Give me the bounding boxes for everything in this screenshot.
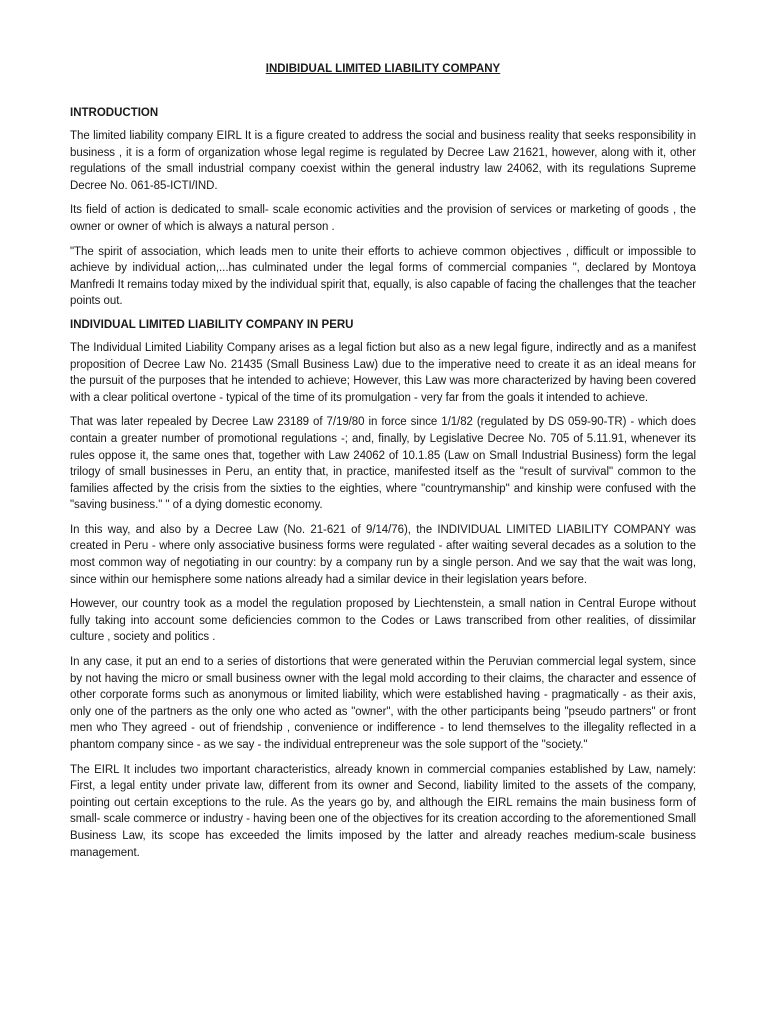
paragraph: In this way, and also by a Decree Law (No. 21-621 of 9/14/76), the INDIVIDUAL LIMITED LIABILITY COMPANY was created in Peru - where only associative business forms were regulated - after waiting several decades as a solution to the most common way of negotiating in our country: by a company run by a single person. And we say that the wait was long, since within our hemisphere some nations already had a similar device in their legislation years before.	[70, 523, 696, 586]
paragraph: Its field of action is dedicated to small- scale economic activities and the provision of services or marketing of goods , the owner or owner of which is always a natural person .	[70, 204, 696, 233]
paragraph: The Individual Limited Liability Company arises as a legal fiction but also as a new legal figure, indirectly and as a manifest proposition of Decree Law No. 21435 (Small Business Law) due to the imperative need to create it as an ideal means for the pursuit of the purposes that he intended to achieve; However, this Law was more characterized by having been covered with a clear political overtone - typical of the time of its promulgation - very far from the goals it intended to achieve.	[70, 341, 696, 404]
paragraph: The limited liability company EIRL It is a figure created to address the social and business reality that seeks responsibility in business , it is a form of organization whose legal regime is regulated by Decree Law 21621, however, along with it, other regulations of the small industrial company coexist within the general industry law 24062, with its regulations Supreme Decree No. 061-85-ICTI/IND.	[70, 130, 696, 192]
section-heading-peru: INDIVIDUAL LIMITED LIABILITY COMPANY IN PERU	[70, 318, 354, 331]
paragraph: The EIRL It includes two important characteristics, already known in commercial companies established by Law, namely: First, a legal entity under private law, different from its owner and Second, liability limited to the assets of the company, pointing out certain exceptions to the rule. As the years go by, and although the EIRL remains the main business form of small- scale commerce or industry - having been one of the objectives for its creation according to the aforementioned Small Business Law, its scope has exceeded the limits imposed by the latter and already reaches medium-scale business management.	[70, 763, 696, 859]
document-page	[70, 62, 696, 869]
document-title: INDIBIDUAL LIMITED LIABILITY COMPANY	[265, 63, 501, 75]
section-heading-introduction: INTRODUCTION	[70, 107, 159, 119]
paragraph: In any case, it put an end to a series of distortions that were generated within the Peruvian commercial legal system, since by not having the micro or small business owner with the legal mold according to their claims, the character and essence of other corporate forms such as anonymous or limited liability, which were established having - pragmatically - as their axis, only one of the partners as the only one who acted as "owner", with the other participants being "pseudo partners" or front men who They agreed - out of friendship , convenience or indifference - to lend themselves to the illegality reflected in a phantom company since - as we say - the individual entrepreneur was the sole support of the "society."	[70, 656, 696, 751]
paragraph: However, our country took as a model the regulation proposed by Liechtenstein, a small nation in Central Europe without fully taking into account some deficiencies common to the Codes or Laws transcribed from other realities, of dissimilar culture , society and politics .	[70, 598, 696, 644]
paragraph: "The spirit of association, which leads men to unite their efforts to achieve common objectives , difficult or impossible to achieve by individual action,...has culminated under the legal forms of commercial companies ", declared by Montoya Manfredi It remains today mixed by the individual spirit that, equally, is also capable of facing the challenges that the teacher points out.	[70, 245, 696, 308]
paragraph: That was later repealed by Decree Law 23189 of 7/19/80 in force since 1/1/82 (regulated by DS 059-90-TR) - which does contain a greater number of promotional regulations -; and, finally, by Legislative Decree No. 705 of 5.11.91, whenever its rules oppose it, the same ones that, together with Law 24062 of 10.1.85 (Law on Small Industrial Business) form the legal trilogy of small businesses in Peru, an entity that, in practice, manifested itself as the "result of survival" common to the families affected by the crisis from the sixties to the eighties, where "countrymanship" and kinship were confused with the "saving business." " of a dying domestic economy.	[70, 416, 696, 512]
